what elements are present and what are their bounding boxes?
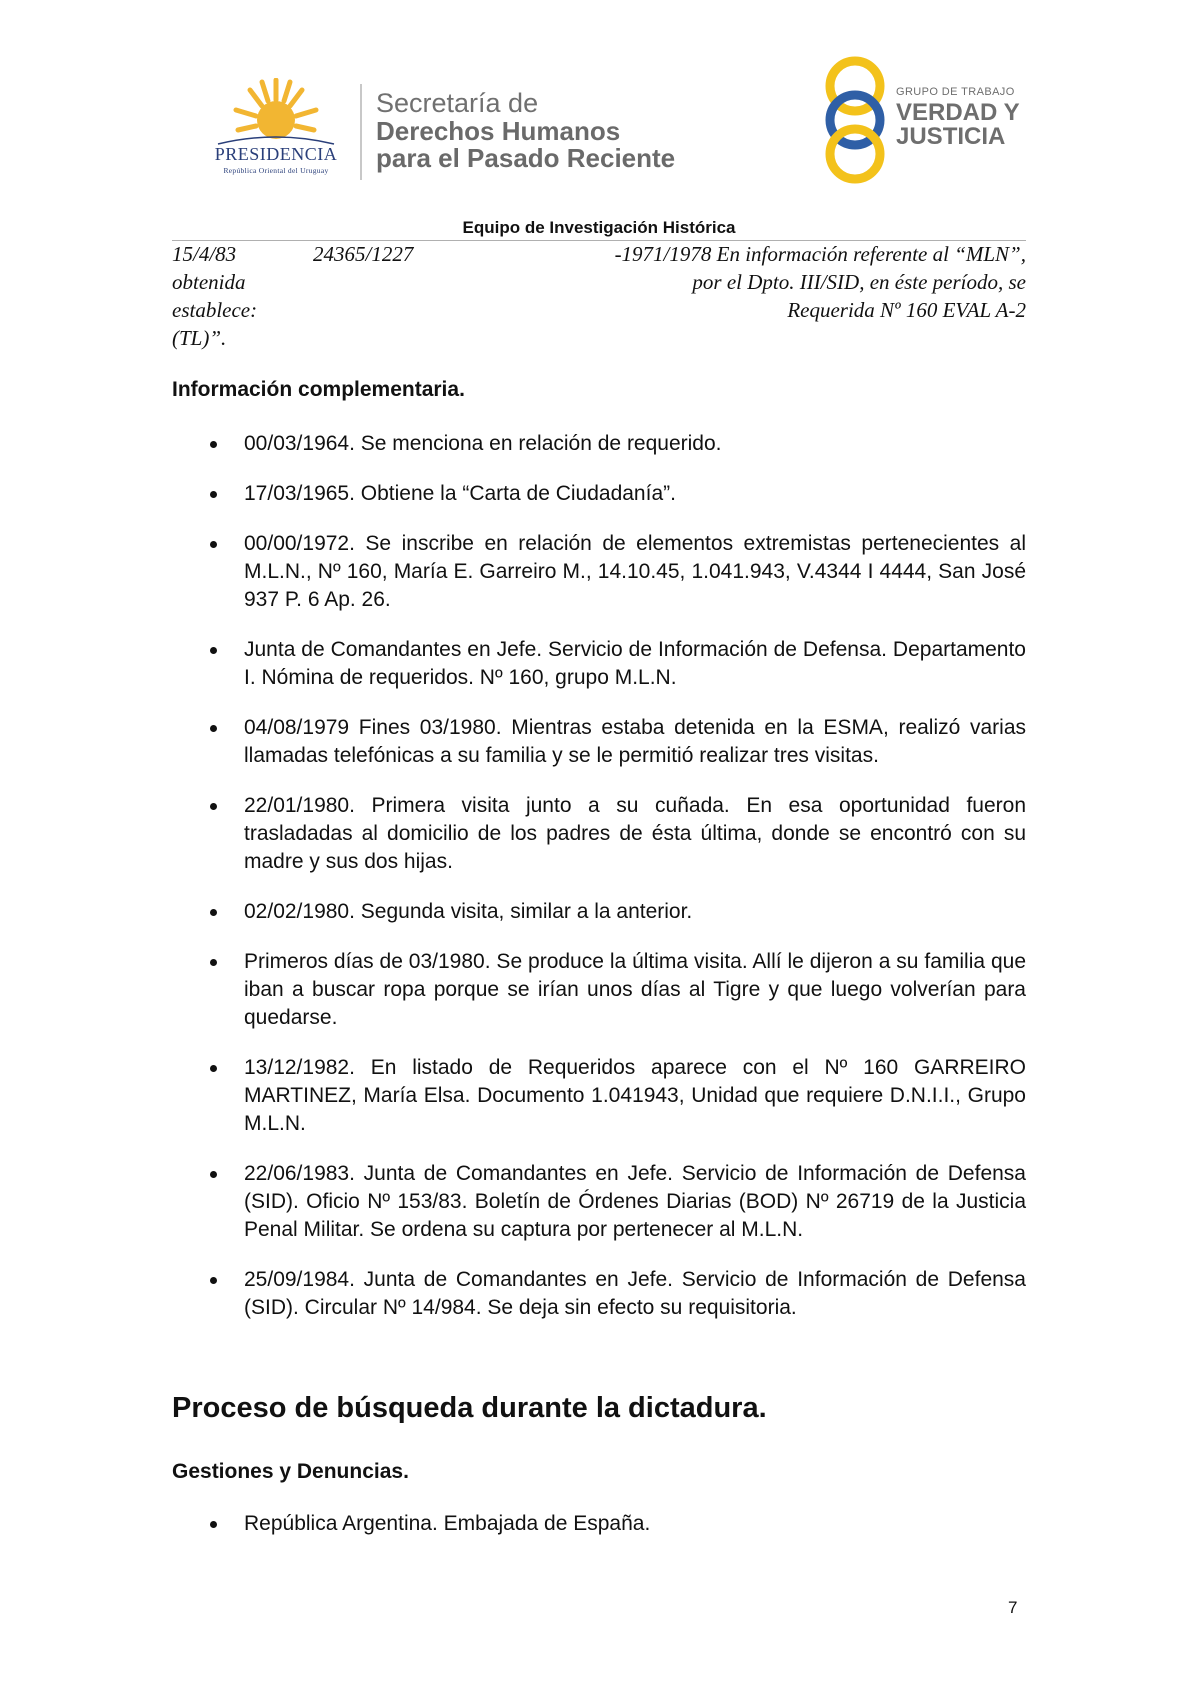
list-item-text: 00/03/1964. Se menciona en relación de requerido. [244, 432, 722, 455]
gtvj-line-3: JUSTICIA [896, 123, 1006, 150]
list-item-text: Junta de Comandantes en Jefe. Servicio de Información de Defensa. Departamento I. Nómina de requeridos. Nº 160, grupo M.L.N. [244, 638, 1026, 689]
record-col1-line-3: establece: [172, 298, 258, 322]
search-subtitle: Gestiones y Denuncias. [172, 1460, 409, 1483]
list-item [172, 1160, 1026, 1244]
list-item [172, 792, 1026, 876]
list-item-text: 22/06/1983. Junta de Comandantes en Jefe. Servicio de Información de Defensa (SID). Oficio Nº 153/83. Boletín de Órdenes Diarias (BOD) Nº 26719 de la Justicia Penal Militar. Se ordena su captura por pertenecer al M.L.N. [244, 1162, 1026, 1241]
secretaria-line-3: para el Pasado Reciente [376, 143, 676, 173]
sun-icon [196, 78, 356, 148]
bullet-icon [210, 441, 217, 448]
search-list [172, 1510, 1026, 1538]
list-item-text: 25/09/1984. Junta de Comandantes en Jefe. Servicio de Información de Defensa (SID). Circular Nº 14/984. Se deja sin efecto su requisitoria. [244, 1268, 1026, 1319]
record-text-line-1: -1971/1978 En información referente al “MLN”, [614, 242, 1026, 266]
presidencia-logo [196, 78, 356, 178]
secretaria-line-1: Secretaría de [376, 88, 539, 118]
list-item-text: Primeros días de 03/1980. Se produce la última visita. Allí le dijeron a su familia que iban a buscar ropa porque se irían unos días al Tigre y que luego volverían para quedarse. [244, 950, 1026, 1029]
page-header [0, 0, 1190, 210]
bullet-icon [210, 647, 217, 654]
presidencia-subtitle: República Oriental del Uruguay [223, 166, 329, 175]
presidencia-name: PRESIDENCIA [214, 144, 338, 164]
record-text-line-2: por el Dpto. III/SID, en éste período, se [692, 270, 1026, 294]
list-item-text: 00/00/1972. Se inscribe en relación de elementos extremistas pertenecientes al M.L.N., Nº 160, María E. Garreiro M., 14.10.45, 1.041.943, V.4344 I 4444, San José 937 P. 6 Ap. 26. [244, 532, 1026, 611]
list-item [172, 1510, 1026, 1538]
team-title: Equipo de Investigación Histórica [462, 218, 736, 237]
list-item [172, 1054, 1026, 1138]
secretaria-line-2: Derechos Humanos [376, 116, 621, 146]
list-item [172, 430, 1026, 458]
list-item-text: 02/02/1980. Segunda visita, similar a la anterior. [244, 900, 693, 923]
bullet-icon [210, 725, 217, 732]
record-col1-line-2: obtenida [172, 270, 246, 294]
gtvj-line-2: VERDAD Y [896, 99, 1020, 126]
record-col1-line-4: (TL)”. [172, 326, 227, 350]
bullet-icon [210, 1521, 217, 1528]
secretaria-logo [376, 88, 675, 172]
bullet-icon [210, 541, 217, 548]
bullet-icon [210, 909, 217, 916]
list-item [172, 714, 1026, 770]
header-divider [360, 84, 362, 180]
verdad-justicia-logo [820, 56, 1030, 184]
list-item-text: 17/03/1965. Obtiene la “Carta de Ciudadanía”. [244, 482, 676, 505]
bullet-icon [210, 1065, 217, 1072]
list-item [172, 636, 1026, 692]
search-section-heading: Proceso de búsqueda durante la dictadura. [172, 1392, 767, 1424]
list-item-text: 04/08/1979 Fines 03/1980. Mientras estaba detenida en la ESMA, realizó varias llamadas telefónicas a su familia y se le permitió realizar tres visitas. [244, 716, 1026, 767]
info-list [172, 430, 1026, 1322]
bullet-icon [210, 959, 217, 966]
rings-icon [820, 56, 890, 184]
list-item-text: 13/12/1982. En listado de Requeridos aparece con el Nº 160 GARREIRO MARTINEZ, María Elsa. Documento 1.041943, Unidad que requiere D.N.I.I., Grupo M.L.N. [244, 1056, 1026, 1135]
bullet-icon [210, 1277, 217, 1284]
page-number: 7 [1008, 1598, 1018, 1617]
list-item [172, 480, 1026, 508]
bullet-icon [210, 1171, 217, 1178]
bullet-icon [210, 803, 217, 810]
list-item [172, 948, 1026, 1032]
record-number: 24365/1227 [313, 242, 414, 266]
bullet-icon [210, 491, 217, 498]
list-item-text: 22/01/1980. Primera visita junto a su cuñada. En esa oportunidad fueron trasladadas al domicilio de los padres de ésta última, donde se encontró con su madre y sus dos hijas. [244, 794, 1026, 873]
list-item [172, 898, 1026, 926]
list-item-text: República Argentina. Embajada de España. [244, 1512, 651, 1535]
record-text-line-3: Requerida Nº 160 EVAL A-2 [787, 298, 1026, 322]
gtvj-line-1: GRUPO DE TRABAJO [896, 86, 1015, 98]
info-section-title: Información complementaria. [172, 378, 465, 401]
list-item [172, 530, 1026, 614]
list-item [172, 1266, 1026, 1322]
record-date: 15/4/83 [172, 242, 237, 266]
